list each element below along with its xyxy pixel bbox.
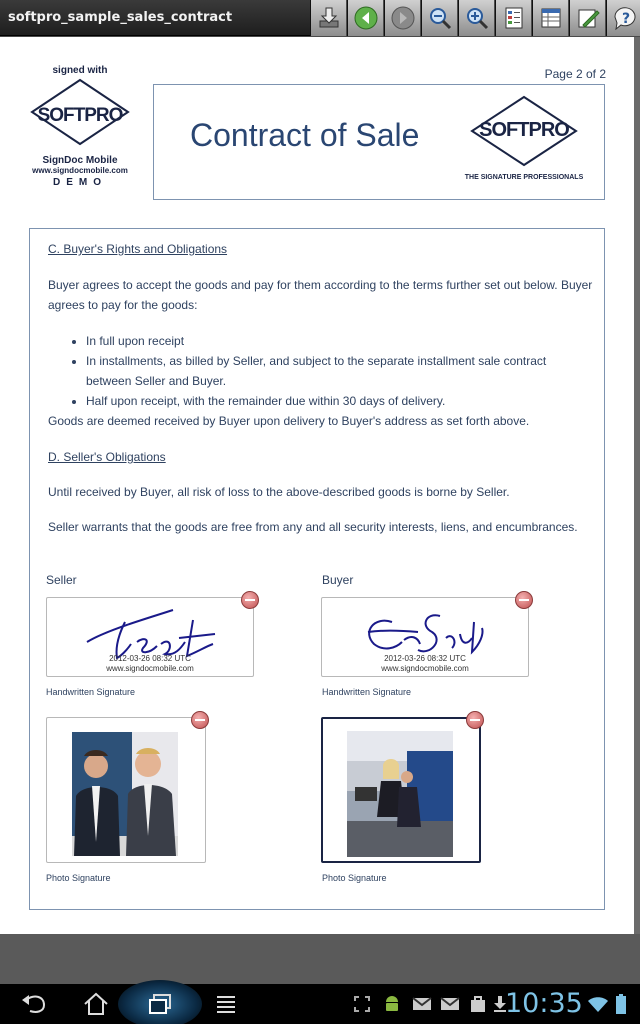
tagline-text: THE SIGNATURE PROFESSIONALS [464, 174, 584, 181]
download-icon [316, 5, 342, 31]
document-page [0, 37, 634, 934]
seller-photo [72, 732, 178, 856]
seller-signature-timestamp: 2012-03-26 08:32 UTC [109, 654, 191, 663]
wifi-icon [587, 995, 609, 1013]
list-item: • In full upon receipt [86, 331, 590, 351]
seller-handwritten-caption: Handwritten Signature [46, 687, 136, 697]
payment-options-list [68, 331, 590, 411]
toolbar-buttons [310, 0, 640, 36]
remove-buyer-handwritten-button[interactable] [515, 591, 533, 609]
viewer-background [0, 934, 640, 984]
softpro-logo [464, 95, 584, 181]
recent-apps-button[interactable] [140, 984, 180, 1024]
contract-title: Contract of Sale [190, 117, 420, 153]
home-button[interactable] [76, 984, 116, 1024]
minus-icon [245, 599, 255, 601]
help-icon [612, 5, 638, 31]
back-icon [20, 992, 48, 1016]
buyer-signature-timestamp: 2012-03-26 08:32 UTC [384, 654, 466, 663]
gmail-icon [412, 996, 432, 1012]
android-debug-icon [383, 994, 401, 1014]
top-toolbar [0, 0, 640, 36]
table-view-icon [538, 5, 564, 31]
notification-android[interactable] [380, 984, 404, 1024]
minus-icon [519, 599, 529, 601]
minus-icon [195, 719, 205, 721]
menu-icon [214, 993, 238, 1015]
minus-icon [470, 719, 480, 721]
help-button[interactable] [606, 0, 640, 36]
gmail-icon [440, 996, 460, 1012]
buyer-photo-signature[interactable] [321, 717, 481, 863]
buyer-photo-caption: Photo Signature [322, 873, 387, 883]
notification-shopping[interactable] [466, 984, 490, 1024]
zoom-out-icon [427, 5, 453, 31]
app-name-text: SignDoc Mobile [42, 155, 118, 166]
edit-sign-button[interactable] [569, 0, 606, 36]
remove-buyer-photo-button[interactable] [466, 711, 484, 729]
zoom-in-icon [464, 5, 490, 31]
home-icon [82, 991, 110, 1017]
buyer-handwritten-signature[interactable] [321, 597, 529, 677]
page-indicator: Page 2 of 2 [544, 67, 606, 81]
seller-photo-image [72, 732, 178, 856]
previous-page-button[interactable] [347, 0, 384, 36]
recent-apps-icon [146, 992, 174, 1016]
vertical-scrollbar[interactable] [634, 37, 640, 934]
section-c-heading: C. Buyer's Rights and Obligations [48, 242, 228, 256]
next-page-button[interactable] [384, 0, 421, 36]
seller-label: Seller [46, 573, 77, 587]
shopping-bag-icon [469, 994, 487, 1014]
seller-handwritten-signature[interactable] [46, 597, 254, 677]
document-list-button[interactable] [495, 0, 532, 36]
logo-text: SOFTPRO [37, 105, 123, 126]
download-button[interactable] [310, 0, 347, 36]
section-d-paragraph-1: Until received by Buyer, all risk of loss to the above-described goods is borne by Seller. [48, 485, 510, 499]
contract-body [29, 228, 605, 910]
list-item: • Half upon receipt, with the remainder due within 30 days of delivery. [86, 391, 590, 411]
notification-gmail-1[interactable] [410, 984, 434, 1024]
section-c-outro: Goods are deemed received by Buyer upon delivery to Buyer's address as set forth above. [48, 414, 530, 428]
section-c-intro: Buyer agrees to accept the goods and pay for them according to the terms further set out below. Buyer agrees to pay for the goods: [48, 278, 593, 312]
buyer-photo [347, 731, 453, 857]
website-text: www.signdocmobile.com [32, 166, 128, 175]
next-page-icon [390, 5, 416, 31]
document-list-icon [501, 5, 527, 31]
document-title: softpro_sample_sales_contract [8, 10, 233, 25]
section-d-heading: D. Seller's Obligations [48, 450, 166, 464]
fullscreen-icon [353, 995, 371, 1013]
zoom-in-button[interactable] [458, 0, 495, 36]
buyer-label: Buyer [322, 573, 354, 587]
battery-status [612, 984, 630, 1024]
notification-gmail-2[interactable] [438, 984, 462, 1024]
signed-with-text: signed with [52, 65, 108, 76]
seller-photo-signature[interactable] [46, 717, 206, 863]
wifi-status [586, 984, 610, 1024]
section-d-paragraph-2: Seller warrants that the goods are free from any and all security interests, liens, and encumbrances. [48, 520, 578, 534]
demo-text: DEMO [53, 177, 107, 188]
back-button[interactable] [14, 984, 54, 1024]
remove-seller-handwritten-button[interactable] [241, 591, 259, 609]
svg-text:?: ? [621, 11, 630, 27]
buyer-handwritten-caption: Handwritten Signature [322, 687, 412, 697]
buyer-photo-image [347, 731, 453, 857]
previous-page-icon [353, 5, 379, 31]
screen-size-toggle[interactable] [350, 984, 374, 1024]
seller-signature-site: www.signdocmobile.com [106, 664, 194, 673]
system-navigation-bar [0, 984, 640, 1024]
signdoc-logo [18, 65, 142, 188]
zoom-out-button[interactable] [421, 0, 458, 36]
menu-button[interactable] [206, 984, 246, 1024]
list-item: • In installments, as billed by Seller, and subject to the separate installment sale contract between Seller and Buyer. [86, 351, 590, 391]
logo-text: SOFTPRO [479, 119, 569, 141]
remove-seller-photo-button[interactable] [191, 711, 209, 729]
seller-photo-caption: Photo Signature [46, 873, 111, 883]
contract-header [153, 84, 605, 200]
status-clock: 10:35 [505, 988, 583, 1019]
edit-sign-icon [575, 5, 601, 31]
table-view-button[interactable] [532, 0, 569, 36]
battery-icon [615, 993, 627, 1015]
buyer-signature-site: www.signdocmobile.com [381, 664, 469, 673]
